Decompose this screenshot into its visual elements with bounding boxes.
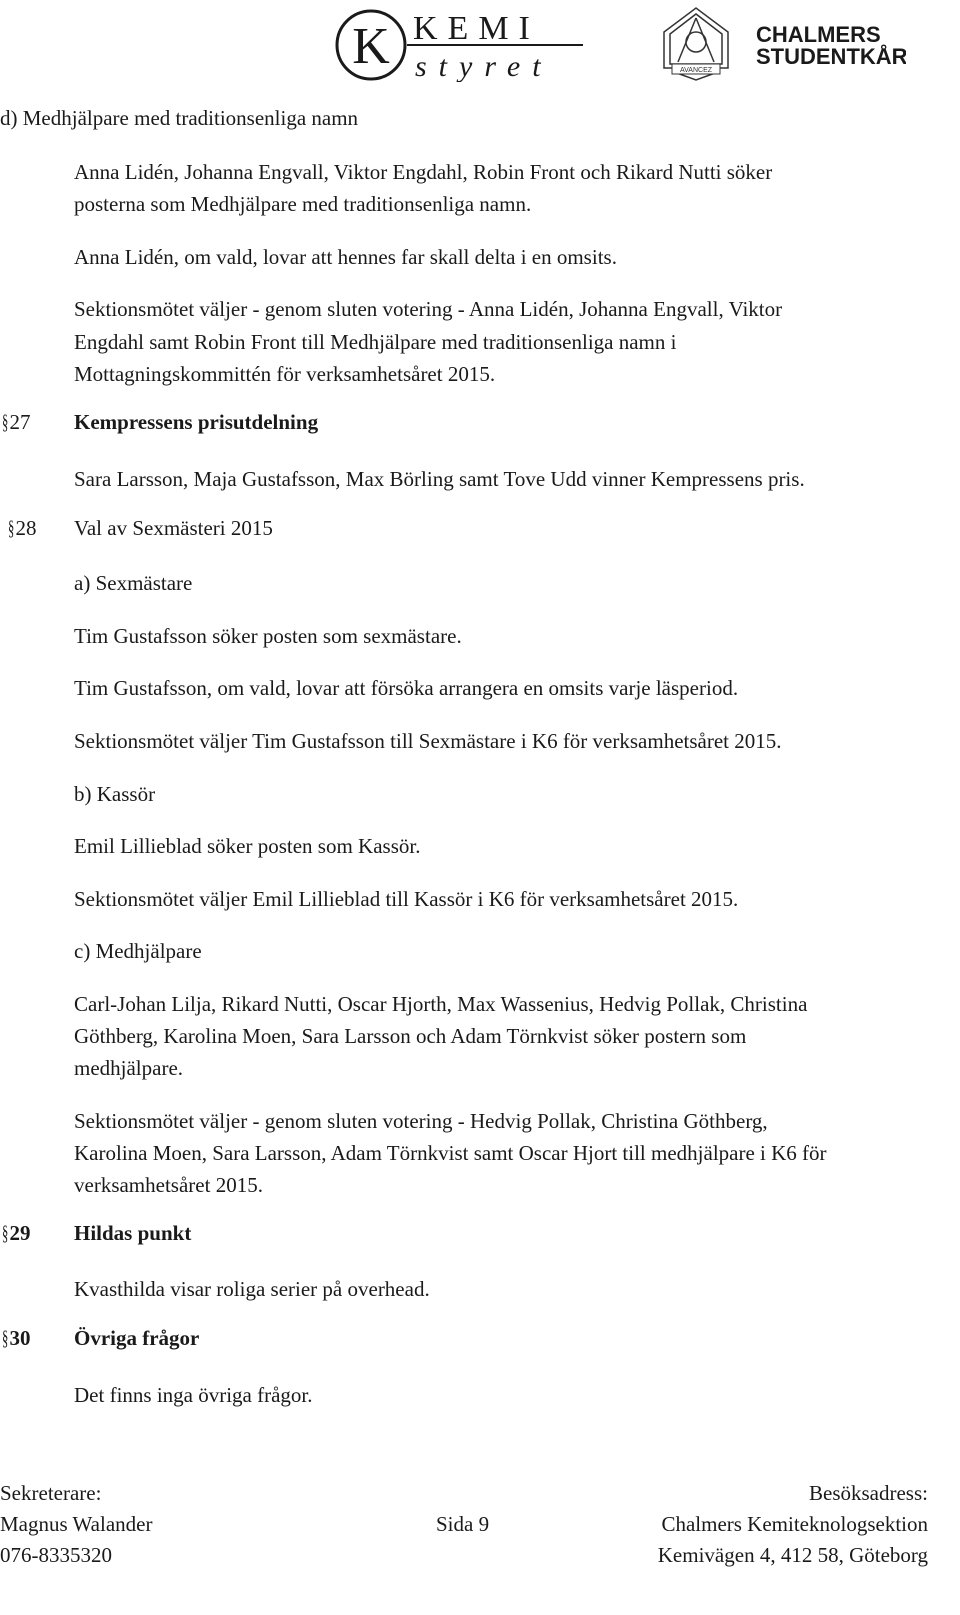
subsection-b-heading: b) Kassör — [74, 782, 156, 806]
subsection-b-paragraph-2: Sektionsmötet väljer Emil Lillieblad till Kassör i K6 för verksamhetsåret 2015. — [74, 887, 739, 911]
subsection-b-paragraph-1: Emil Lillieblad söker posten som Kassör. — [74, 834, 421, 858]
section-symbol: § — [2, 410, 9, 434]
subsection-c-paragraph-1-line-2: Göthberg, Karolina Moen, Sara Larsson och Adam Törnkvist söker postern som — [74, 1024, 747, 1048]
section-symbol: § — [2, 1326, 9, 1350]
subsection-c-paragraph-1-line-3: medhjälpare. — [74, 1056, 184, 1080]
chalmers-studentkar-logo — [656, 2, 906, 82]
kemistyret-logo-word1: KEMI — [413, 10, 540, 47]
subsection-c-paragraph-1-line-1: Carl-Johan Lilja, Rikard Nutti, Oscar Hjorth, Max Wassenius, Hedvig Pollak, Christina — [74, 992, 808, 1016]
footer-address-label: Besöksadress: — [809, 1481, 928, 1505]
section-number: 28 — [15, 516, 37, 540]
section-d-paragraph-1-line-2: posterna som Medhjälpare med traditionsenliga namn. — [74, 192, 532, 216]
footer-secretary-name: Magnus Walander — [0, 1512, 153, 1536]
kemistyret-logo — [333, 8, 589, 82]
footer-page-number: Sida 9 — [436, 1512, 490, 1536]
subsection-c-paragraph-2-line-3: verksamhetsåret 2015. — [74, 1173, 263, 1197]
section-27-title: Kempressens prisutdelning — [74, 410, 319, 434]
chalmers-logo-seal-text: AVANCEZ — [679, 67, 713, 74]
footer-address: Kemivägen 4, 412 58, Göteborg — [657, 1543, 928, 1567]
section-number: 30 — [9, 1326, 31, 1350]
section-27-number — [2, 410, 31, 435]
subsection-d-heading: d) Medhjälpare med traditionsenliga namn — [0, 106, 359, 130]
section-28-title: Val av Sexmästeri 2015 — [74, 516, 273, 540]
section-symbol: § — [2, 1221, 9, 1245]
kemistyret-logo-letter: K — [352, 18, 390, 75]
subsection-a-paragraph-1: Tim Gustafsson söker posten som sexmästare. — [74, 624, 462, 648]
kemistyret-logo-word2: styret — [415, 50, 553, 82]
chalmers-logo-line2: STUDENTKÅR — [756, 44, 906, 69]
section-28-number — [8, 516, 37, 541]
section-d-paragraph-3-line-2: Engdahl samt Robin Front till Medhjälpare med traditionsenliga namn i — [74, 330, 677, 354]
subsection-c-heading: c) Medhjälpare — [74, 939, 202, 963]
section-d-paragraph-2: Anna Lidén, om vald, lovar att hennes far skall delta i en omsits. — [74, 245, 617, 269]
footer-organization: Chalmers Kemiteknologsektion — [661, 1512, 928, 1536]
section-27-paragraph: Sara Larsson, Maja Gustafsson, Max Börling samt Tove Udd vinner Kempressens pris. — [74, 467, 805, 491]
subsection-a-paragraph-3: Sektionsmötet väljer Tim Gustafsson till Sexmästare i K6 för verksamhetsåret 2015. — [74, 729, 782, 753]
chalmers-logo-line1: CHALMERS — [756, 22, 881, 47]
section-number: 29 — [9, 1221, 31, 1245]
section-d-paragraph-3-line-1: Sektionsmötet väljer - genom sluten votering - Anna Lidén, Johanna Engvall, Viktor — [74, 297, 783, 321]
section-number: 27 — [9, 410, 31, 434]
section-30-number — [2, 1326, 31, 1351]
section-d-paragraph-1-line-1: Anna Lidén, Johanna Engvall, Viktor Engdahl, Robin Front och Rikard Nutti söker — [74, 160, 773, 184]
section-29-number — [2, 1221, 31, 1246]
footer-secretary-label: Sekreterare: — [0, 1481, 102, 1505]
subsection-a-heading: a) Sexmästare — [74, 571, 193, 595]
subsection-a-paragraph-2: Tim Gustafsson, om vald, lovar att försöka arrangera en omsits varje läsperiod. — [74, 676, 739, 700]
subsection-c-paragraph-2-line-2: Karolina Moen, Sara Larsson, Adam Törnkvist samt Oscar Hjort till medhjälpare i K6 för — [74, 1141, 827, 1165]
section-29-paragraph: Kvasthilda visar roliga serier på overhead. — [74, 1277, 430, 1301]
section-29-title: Hildas punkt — [74, 1221, 192, 1245]
section-30-title: Övriga frågor — [74, 1326, 200, 1350]
subsection-c-paragraph-2-line-1: Sektionsmötet väljer - genom sluten votering - Hedvig Pollak, Christina Göthberg, — [74, 1109, 768, 1133]
section-30-paragraph: Det finns inga övriga frågor. — [74, 1383, 313, 1407]
section-d-paragraph-3-line-3: Mottagningskommittén för verksamhetsåret 2015. — [74, 362, 496, 386]
section-symbol: § — [8, 516, 15, 540]
footer-secretary-phone: 076-8335320 — [0, 1543, 112, 1567]
